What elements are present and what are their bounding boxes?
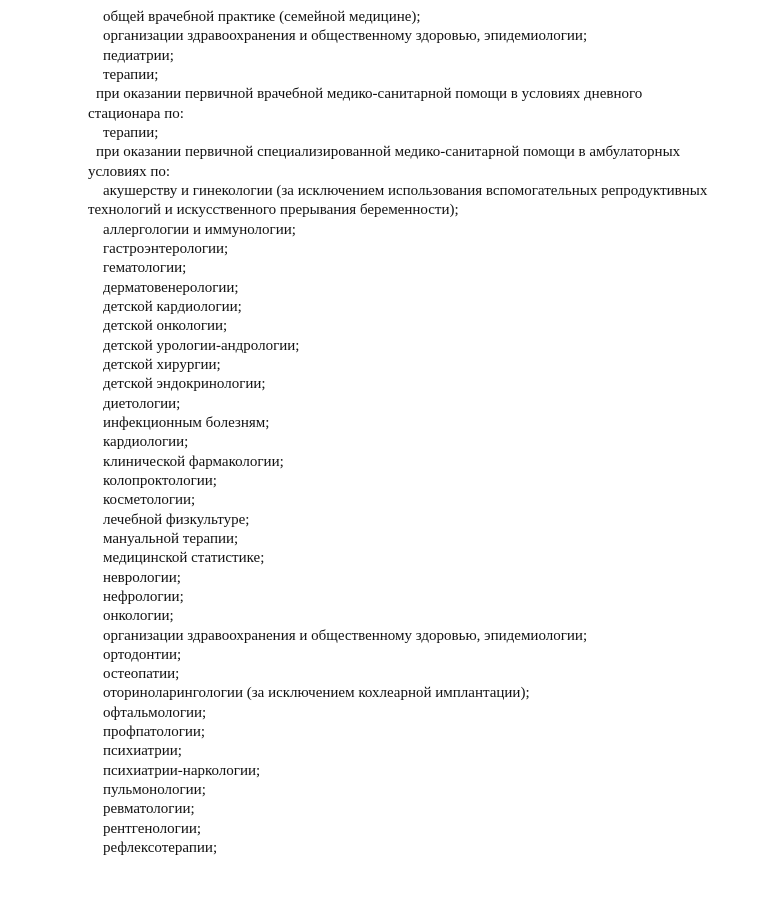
- list-item: лечебной физкультуре;: [103, 511, 250, 528]
- list-item: клинической фармакологии;: [103, 453, 284, 470]
- list-item: ревматологии;: [103, 801, 195, 818]
- section-heading: при оказании первичной специализированной медико-санитарной помощи в амбулаторных: [96, 144, 681, 161]
- section-heading: при оказании первичной врачебной медико-санитарной помощи в условиях дневного: [96, 86, 643, 103]
- list-item: терапии;: [103, 124, 159, 141]
- section-outpatient: [0, 143, 781, 858]
- section-day-hospital: [0, 85, 781, 143]
- list-item: психиатрии-наркологии;: [103, 762, 261, 779]
- list-item: детской онкологии;: [103, 318, 228, 335]
- list-item: ортодонтии;: [103, 646, 182, 663]
- outpatient-list: [0, 221, 781, 859]
- list-item: колопроктологии;: [103, 472, 217, 489]
- section-heading-continuation: условиях по:: [88, 163, 171, 180]
- list-item: оториноларингологии (за исключением кохлеарной имплантации);: [103, 685, 530, 702]
- list-item: остеопатии;: [103, 666, 180, 683]
- list-item: нефрологии;: [103, 588, 184, 605]
- list-item: педиатрии;: [103, 47, 174, 64]
- list-item: детской эндокринологии;: [103, 376, 266, 393]
- list-item: терапии;: [103, 66, 159, 83]
- list-item: общей врачебной практике (семейной медицине);: [103, 9, 421, 25]
- document-page: [0, 8, 781, 858]
- list-item: детской хирургии;: [103, 356, 221, 373]
- list-item: гастроэнтерологии;: [103, 240, 229, 257]
- list-item: диетологии;: [103, 395, 181, 412]
- list-item: рентгенологии;: [103, 820, 202, 837]
- list-item: мануальной терапии;: [103, 530, 239, 547]
- list-item: инфекционным болезням;: [103, 414, 270, 431]
- intro-list: [0, 8, 781, 85]
- list-item: неврологии;: [103, 569, 181, 586]
- list-item: пульмонологии;: [103, 782, 206, 799]
- list-item: профпатологии;: [103, 724, 206, 741]
- list-item: косметологии;: [103, 492, 196, 509]
- list-item: рефлексотерапии;: [103, 840, 218, 857]
- list-item: аллергологии и иммунологии;: [103, 221, 296, 238]
- list-item: онкологии;: [103, 608, 174, 625]
- list-item: дерматовенерологии;: [103, 279, 239, 296]
- list-item: гематологии;: [103, 260, 187, 277]
- list-item: медицинской статистике;: [103, 550, 265, 567]
- list-item: офтальмологии;: [103, 704, 207, 721]
- list-item: детской кардиологии;: [103, 298, 242, 315]
- list-item: психиатрии;: [103, 743, 182, 760]
- list-item: организации здравоохранения и общественному здоровью, эпидемиологии;: [103, 28, 588, 45]
- list-item: организации здравоохранения и общественному здоровью, эпидемиологии;: [103, 627, 588, 644]
- list-item: кардиологии;: [103, 434, 189, 451]
- section-heading-continuation: стационара по:: [88, 105, 184, 122]
- list-item-continuation: технологий и искусственного прерывания беременности);: [88, 202, 459, 219]
- list-item: акушерству и гинекологии (за исключением использования вспомогательных репродуктивных: [103, 182, 708, 199]
- list-item: детской урологии-андрологии;: [103, 337, 300, 354]
